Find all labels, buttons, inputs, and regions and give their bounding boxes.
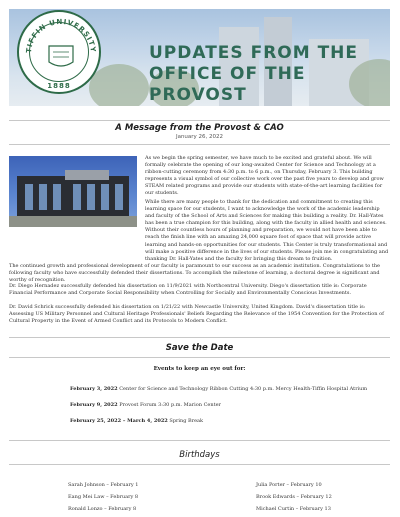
birthday-item: Michael Curtin – February 13 [256, 506, 331, 512]
seal-inner-ring [29, 22, 89, 82]
event-item [70, 418, 390, 425]
birthday-item: Brook Edwards – February 12 [256, 494, 332, 500]
divider [9, 144, 390, 145]
message-paragraph: As we begin the spring semester, we have much to be excited and grateful about. We will formally celebrate the opening of our long-awaited Center for Science and Technology at a ribbon-cutting ceremony from 4:30 p.m. to 6 p.m., on Thursday, February 3. This building represents a visual symbol of our collective work over the past five years to develop and grow STEAM related programs and provide our students with state-of-the-art learning facilities for our students. [145, 155, 384, 197]
birthdays-title: Birthdays [179, 450, 220, 460]
event-description: Spring Break [169, 418, 204, 424]
message-date: January 26, 2022 [175, 134, 224, 140]
events-heading: Events to keep an eye out for: [153, 366, 246, 372]
event-date: February 25, 2022 – March 4, 2022 [70, 418, 168, 424]
header-banner [9, 9, 390, 106]
science-center-photo [9, 156, 137, 227]
divider [9, 337, 390, 338]
divider [9, 464, 390, 465]
birthday-item: Sarah Johnson – February 1 [68, 482, 139, 488]
event-date: February 9, 2022 [70, 402, 118, 408]
seal-year: 1888 [47, 82, 71, 90]
birthday-item: Eang Mei Law – February 8 [68, 494, 139, 500]
page-title-line-1: UPDATES FROM THE [149, 43, 359, 63]
divider [9, 440, 390, 441]
message-paragraph: While there are many people to thank for the dedication and commitment to creating this learning space for our students, I want to acknowledge the work of the academic leadership and faculty of the School of Arts and Sciences for making this building a reality. Dr. Hall-Yates has been a true champion for this building, along with the faculty in allied health and sciences. Without their countless hours of planning and preparation, we would not have been able to reach the finish line with an amazing 24,000 square foot of space that will provide active learning and hands-on opportunities for our students. This Center is truly transformational and will make a positive difference in the lives of our students. Please join me in congratulating and thanking Dr. Hall-Yates and the faculty for bringing this dream to fruition. [145, 199, 389, 262]
birthday-item: Julia Porter – February 10 [256, 482, 322, 488]
event-date: February 3, 2022 [70, 386, 118, 392]
page-title [149, 43, 389, 106]
divider [9, 357, 390, 358]
event-item [70, 402, 390, 409]
save-the-date-title: Save the Date [165, 343, 234, 353]
message-title: A Message from the Provost & CAO [115, 123, 284, 133]
message-paragraph: The continued growth and professional development of our faculty is paramount to our success as an academic institution. Congratulations to the following faculty who have successfully defended their dissertations. To accomplish the milestone of learning, a doctoral degree is significant and worthy of recognition. [9, 263, 381, 284]
message-paragraph: Dr. Diego Hernadez successfully defended his dissertation on 11/9/2021 with Northcentral University. Diego's dissertation title is: Corporate Financial Performance and Corporate Social Responsibility when Controlling for Socially and Environmentally Conscious Investments. [9, 283, 367, 297]
event-description: Provost Forum 3:30 p.m. Marion Center [119, 402, 221, 408]
birthday-item: Ronald Lonzo – February 8 [68, 506, 137, 512]
divider [9, 120, 390, 121]
page-title-line-2: OFFICE OF THE PROVOST [149, 64, 306, 105]
message-paragraph: Dr. David Schrick successfully defended his dissertation on 1/21/22 with Newcastle University, United Kingdom. David's dissertation title is: Assessing US Military Personnel and Cultural Heritage Professionals' Beliefs Regarding the Relevance of the 1954 Convention for the Protection of Cultural Property in the Event of Armed Conflict and its Protocols to Modern Conflict. [9, 304, 384, 325]
event-item [70, 386, 390, 393]
university-seal-logo [17, 10, 101, 94]
event-description: Center for Science and Technology Ribbon Cutting 4:30 p.m. Mercy Health-Tiffin Hospital Atrium [119, 386, 368, 392]
svg-text:TIFFIN UNIVERSITY: TIFFIN UNIVERSITY [24, 17, 98, 54]
